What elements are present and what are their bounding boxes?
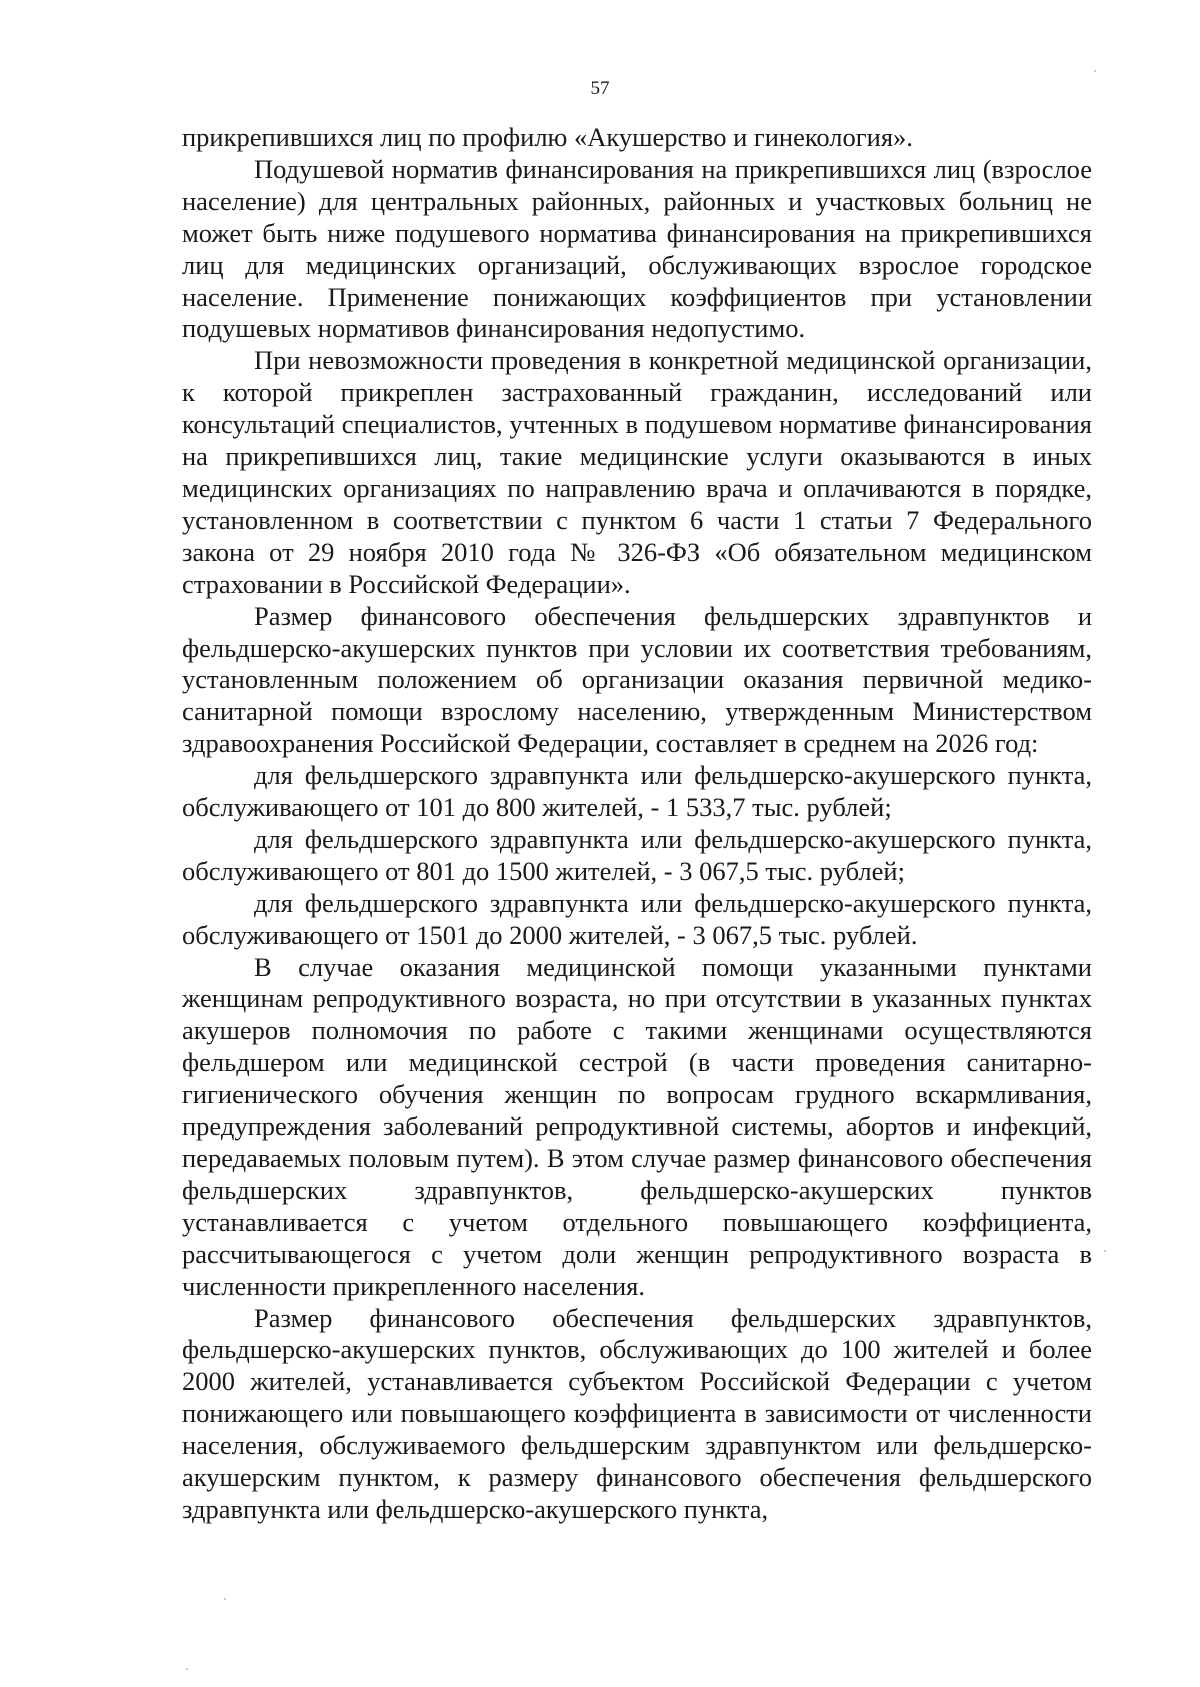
scan-speck xyxy=(224,1598,226,1600)
paragraph-continuation: прикрепившихся лиц по профилю «Акушерство и гинекология». xyxy=(182,122,913,152)
scan-speck xyxy=(1094,70,1096,72)
document-body xyxy=(182,122,1092,1526)
paragraph-coefficient: Размер финансового обеспечения фельдшерских здравпунктов, фельдшерско-акушерских пунктов, обслуживающих до 100 жителей и более 2000 жителей, устанавливается субъектом Российской Федерации с учетом понижающего или повышающего коэффициента в зависимости от численности населения, обслуживаемого фельдшерским здравпунктом или фельдшерско-акушерским пунктом, к размеру финансового обеспечения фельдшерского здравпункта или фельдшерско-акушерского пункта, xyxy=(182,1302,1092,1524)
paragraph-funding-size: Размер финансового обеспечения фельдшерских здравпунктов и фельдшерско-акушерских пунктов при условии их соответствия требованиям, установленным положением об организации оказания первичной медико-санитарной помощи взрослому населению, утвержденным Министерством здравоохранения Российской Федерации, составляет в среднем на 2026 год: xyxy=(182,600,1092,759)
scan-speck xyxy=(1104,1250,1106,1252)
list-item-1501-2000: для фельдшерского здравпункта или фельдшерско-акушерского пункта, обслуживающего от 1501 до 2000 жителей, - 3 067,5 тыс. рублей. xyxy=(182,887,1092,950)
paragraph-reproductive-age: В случае оказания медицинской помощи указанными пунктами женщинам репродуктивного возраста, но при отсутствии в указанных пунктах акушеров полномочия по работе с такими женщинами осуществляются фельдшером или медицинской сестрой (в части проведения санитарно-гигиенического обучения женщин по вопросам грудного вскармливания, предупреждения заболеваний репродуктивной системы, абортов и инфекций, передаваемых половым путем). В этом случае размер финансового обеспечения фельдшерских здравпунктов, фельдшерско-акушерских пунктов устанавливается с учетом отдельного повышающего коэффициента, рассчитывающегося с учетом доли женщин репродуктивного возраста в численности прикрепленного населения. xyxy=(182,951,1092,1301)
paragraph-per-capita-norm: Подушевой норматив финансирования на прикрепившихся лиц (взрослое население) для центральных районных, районных и участковых больниц не может быть ниже подушевого норматива финансирования на прикрепившихся лиц для медицинских организаций, обслуживающих взрослое городское население. Применение понижающих коэффициентов при установлении подушевых нормативов финансирования недопустимо. xyxy=(182,153,1092,344)
page-number: 57 xyxy=(590,78,610,99)
scan-speck xyxy=(186,1668,188,1670)
list-item-101-800: для фельдшерского здравпункта или фельдшерско-акушерского пункта, обслуживающего от 101 до 800 жителей, - 1 533,7 тыс. рублей; xyxy=(182,760,1092,823)
paragraph-external-services: При невозможности проведения в конкретной медицинской организации, к которой прикреплен застрахованный гражданин, исследований или консультаций специалистов, учтенных в подушевом нормативе финансирования на прикрепившихся лиц, такие медицинские услуги оказываются в иных медицинских организациях по направлению врача и оплачиваются в порядке, установленном в соответствии с пунктом 6 части 1 статьи 7 Федерального закона от 29 ноября 2010 года № 326-ФЗ «Об обязательном медицинском страховании в Российской Федерации». xyxy=(182,345,1092,599)
list-item-801-1500: для фельдшерского здравпункта или фельдшерско-акушерского пункта, обслуживающего от 801 до 1500 жителей, - 3 067,5 тыс. рублей; xyxy=(182,823,1092,886)
